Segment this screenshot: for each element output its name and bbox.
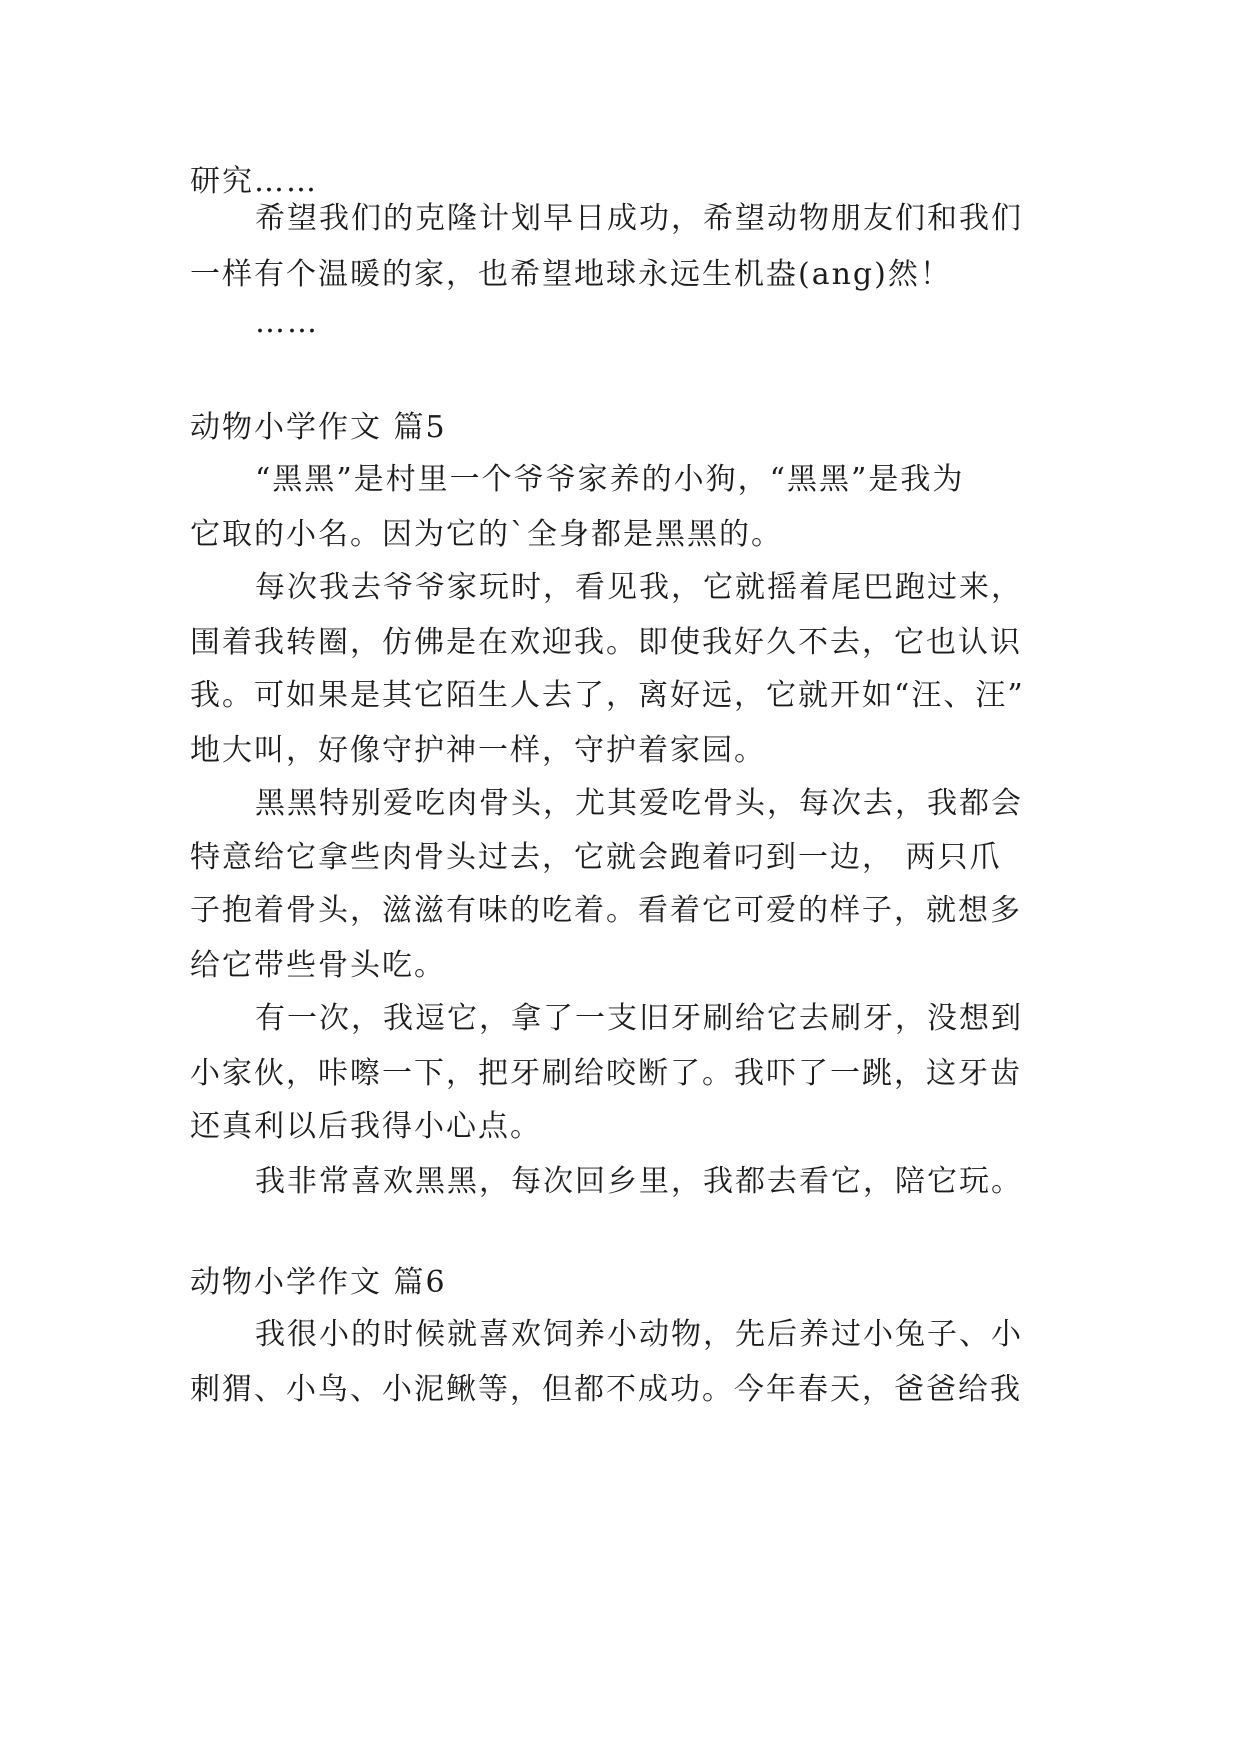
text-line: 我。可如果是其它陌生人去了，离好远，它就开如“汪、汪”: [190, 678, 1025, 713]
text-line: 研究……: [190, 164, 318, 199]
text-line: 我非常喜欢黑黑，每次回乡里，我都去看它，陪它玩。: [255, 1164, 1023, 1199]
text-line: 给它带些骨头吃。: [190, 948, 446, 983]
section-heading: 动物小学作文 篇5: [190, 410, 447, 445]
text-line: 地大叫，好像守护神一样，守护着家园。: [190, 733, 766, 768]
text-line: 特意给它拿些肉骨头过去，它就会跑着叼到一边， 两只爪: [190, 840, 1002, 875]
text-line: 还真利以后我得小心点。: [190, 1109, 542, 1144]
text-line: 每次我去爷爷家玩时，看见我，它就摇着尾巴跑过来，: [255, 570, 1023, 605]
text-line: 一样有个温暖的家，也希望地球永远生机盎(ang)然！: [190, 257, 952, 292]
text-line: 围着我转圈，仿佛是在欢迎我。即使我好久不去，它也认识: [190, 625, 1022, 660]
text-line: ……: [255, 305, 319, 340]
text-line: 刺猬、小鸟、小泥鳅等，但都不成功。今年春天，爸爸给我: [190, 1372, 1022, 1407]
text-line: 希望我们的克隆计划早日成功，希望动物朋友们和我们: [255, 201, 1023, 236]
section-heading: 动物小学作文 篇6: [190, 1265, 447, 1300]
text-line: 小家伙，咔嚓一下，把牙刷给咬断了。我吓了一跳，这牙齿: [190, 1056, 1022, 1091]
text-line: 黑黑特别爱吃肉骨头，尤其爱吃骨头，每次去，我都会: [255, 786, 1023, 821]
text-line: 它取的小名。因为它的`全身都是黑黑的。: [190, 517, 783, 552]
text-line: 我很小的时候就喜欢饲养小动物，先后养过小兔子、小: [255, 1317, 1023, 1352]
text-line: “黑黑”是村里一个爷爷家养的小狗，“黑黑”是我为: [255, 462, 965, 497]
text-line: 有一次，我逗它，拿了一支旧牙刷给它去刷牙，没想到: [255, 1001, 1023, 1036]
text-line: 子抱着骨头，滋滋有味的吃着。看着它可爱的样子，就想多: [190, 893, 1022, 928]
